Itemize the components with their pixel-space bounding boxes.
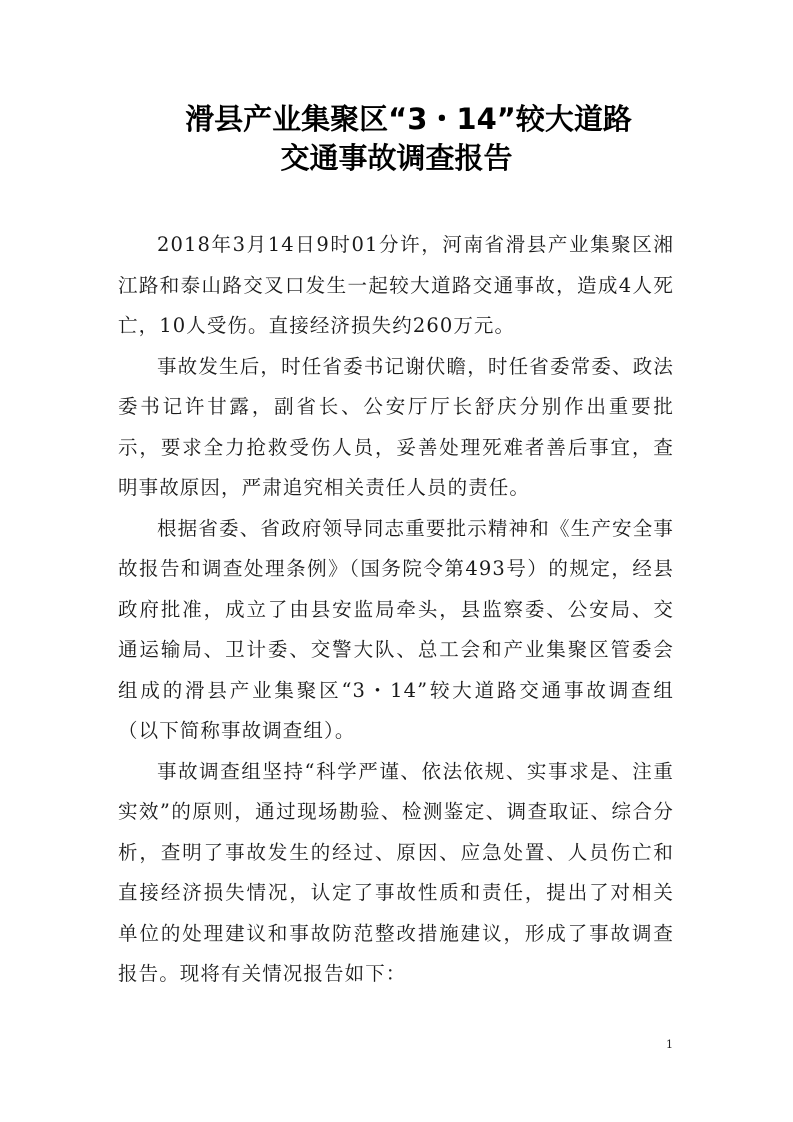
paragraph-accident-summary: 2018年3月14日9时01分许，河南省滑县产业集聚区湘江路和泰山路交叉口发生一起较大道路交通事故，造成4人死亡，10人受伤。直接经济损失约260万元。 bbox=[118, 233, 674, 337]
document-body bbox=[118, 225, 674, 995]
page-number: 1 bbox=[666, 1038, 673, 1051]
paragraph-investigation-team: 根据省委、省政府领导同志重要批示精神和《生产安全事故报告和调查处理条例》（国务院令第493号）的规定，经县政府批准，成立了由县安监局牵头，县监察委、公安局、交通运输局、卫计委、交警大队、总工会和产业集聚区管委会组成的滑县产业集聚区“3・14”较大道路交通事故调查组（以下简称事故调查组）。 bbox=[118, 516, 674, 742]
document-title-line-1: 滑县产业集聚区“3・14”较大道路 bbox=[185, 102, 632, 136]
document-title-line-2: 交通事故调查报告 bbox=[280, 141, 513, 175]
paragraph-investigation-principles: 事故调查组坚持“科学严谨、依法依规、实事求是、注重实效”的原则，通过现场勘验、检测鉴定、调查取证、综合分析，查明了事故发生的经过、原因、应急处置、人员伤亡和直接经济损失情况，认定了事故性质和责任，提出了对相关单位的处理建议和事故防范整改措施建议，形成了事故调查报告。现将有关情况报告如下： bbox=[118, 759, 674, 985]
paragraph-leadership-instructions: 事故发生后，时任省委书记谢伏瞻，时任省委常委、政法委书记许甘露，副省长、公安厅厅长舒庆分别作出重要批示，要求全力抢救受伤人员，妥善处理死难者善后事宜，查明事故原因，严肃追究相关责任人员的责任。 bbox=[118, 354, 674, 499]
